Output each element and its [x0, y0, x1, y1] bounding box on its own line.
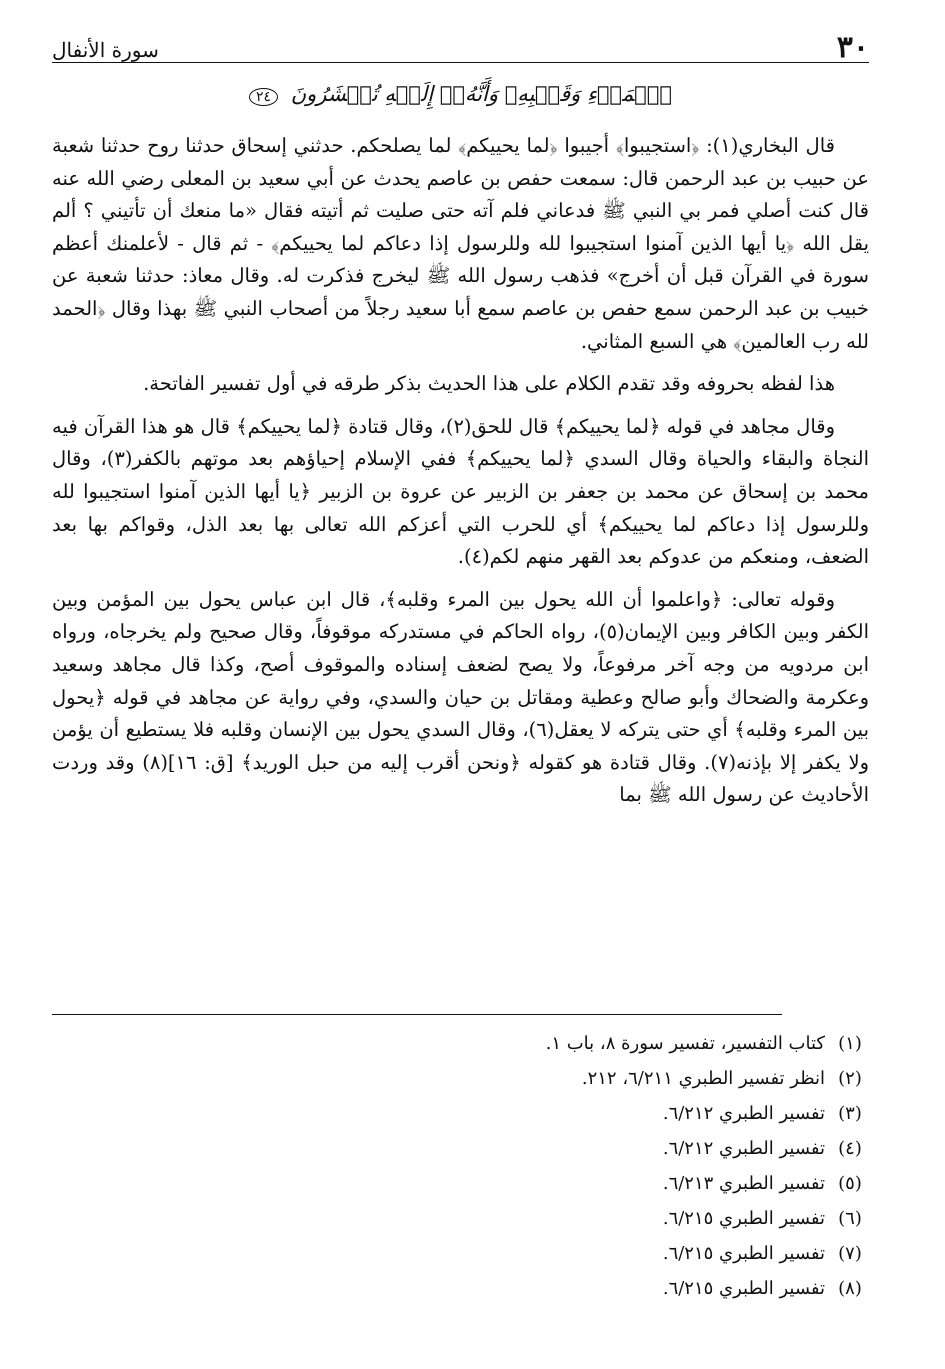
footnote-text: تفسير الطبري ٦/٢١٥.: [662, 1278, 825, 1299]
footnote-number: (٢): [838, 1068, 862, 1089]
footnote-text: تفسير الطبري ٦/٢١٥.: [662, 1208, 825, 1229]
footnote-number: (٧): [838, 1243, 862, 1264]
header-divider: [52, 62, 869, 63]
footnote-item: [52, 1271, 875, 1306]
footnotes: [52, 1026, 875, 1306]
footnote-item: [52, 1201, 875, 1236]
footnote-item: [52, 1061, 875, 1096]
page-header: [52, 30, 869, 74]
footnote-divider: [52, 1014, 782, 1015]
footnote-text: تفسير الطبري ٦/٢١٥.: [662, 1243, 825, 1264]
footnote-number: (٣): [838, 1103, 862, 1124]
footnote-number: (٤): [838, 1138, 862, 1159]
paragraph-verse-commentary: وقوله تعالى: ﴿واعلموا أن الله يحول بين المرء وقلبه﴾، قال ابن عباس يحول بين المؤمن وبين الكفر وبين الكافر وبين الإيمان(٥)، رواه الحاكم في مستدركه موقوفاً، وقال صحيح ولم يخرجاه، ورواه ابن مردويه من وجه آخر مرفوعاً، ولا يصح لضعف إسناده والموقوف أصح، وكذا قال مجاهد وسعيد وعكرمة والضحاك وأبو صالح وعطية ومقاتل بن حيان والسدي، وفي رواية عن مجاهد في قوله ﴿يحول بين المرء وقلبه﴾ أي حتى يتركه لا يعقل(٦)، وقال السدي يحول بين الإنسان وقلبه فلا يستطيع أن يؤمن ولا يكفر إلا بإذنه(٧). وقال قتادة هو كقوله ﴿ونحن أقرب إليه من حبل الوريد﴾ [ق: ١٦](٨) وقد وردت الأحاديث عن رسول الله ﷺ بما: [52, 587, 869, 807]
footnote-number: (١): [838, 1033, 862, 1054]
footnote-number: (٨): [838, 1278, 862, 1299]
footnote-text: تفسير الطبري ٦/٢١٢.: [662, 1103, 825, 1124]
footnote-item: [52, 1166, 875, 1201]
footnote-item: [52, 1096, 875, 1131]
verse-text: ٱلۡمَرۡءِ وَقَلۡبِهِۦ وَأَنَّهُۥٓ إِلَيۡهِ تُحۡشَرُونَ: [290, 82, 672, 106]
ayah-number-marker: ٢٤: [249, 88, 278, 106]
running-title: سورة الأنفال: [52, 38, 159, 62]
footnote-text: تفسير الطبري ٦/٢١٢.: [662, 1138, 825, 1159]
footnote-text: انظر تفسير الطبري ٦/٢١١، ٢١٢.: [581, 1068, 825, 1089]
paragraph-mujahid: وقال مجاهد في قوله ﴿لما يحييكم﴾ قال للحق(٢)، وقال قتادة ﴿لما يحييكم﴾ قال هو هذا القرآن فيه النجاة والبقاء والحياة وقال السدي ﴿لما يحييكم﴾ ففي الإسلام إحياؤهم بعد موتهم بالكفر(٣)، وقال محمد بن إسحاق عن محمد بن جعفر بن الزبير عن عروة بن الزبير ﴿يا أيها الذين آمنوا استجيبوا لله وللرسول إذا دعاكم لما يحييكم﴾ أي للحرب التي أعزكم الله تعالى بها بعد الذل، وقواكم بها بعد الضعف، ومنعكم من عدوكم بعد القهر منهم لكم(٤).: [52, 414, 870, 569]
quran-verse-line: [52, 82, 869, 106]
footnote-item: [52, 1236, 875, 1271]
footnote-number: (٥): [838, 1173, 862, 1194]
footnote-number: (٦): [838, 1208, 862, 1229]
footnote-item: [52, 1026, 875, 1061]
page-number: ٣٠: [836, 30, 869, 65]
footnote-item: [52, 1131, 875, 1166]
footnote-text: كتاب التفسير، تفسير سورة ٨، باب ١.: [545, 1033, 825, 1054]
main-text: [52, 130, 869, 822]
footnote-text: تفسير الطبري ٦/٢١٣.: [662, 1173, 825, 1194]
paragraph-bukhari: قال البخاري(١): ﴿استجيبوا﴾ أجيبوا ﴿لما يحييكم﴾ لما يصلحكم. حدثني إسحاق حدثنا روح حدثنا شعبة عن حبيب بن عبد الرحمن قال: سمعت حفص بن عاصم يحدث عن أبي سعيد بن المعلى رضي الله عنه قال كنت أصلي فمر بي النبي ﷺ فدعاني فلم آته حتى صليت ثم أتيته فقال «ما منعك أن تأتيني ؟ ألم يقل الله ﴿يا أيها الذين آمنوا استجيبوا لله وللرسول إذا دعاكم لما يحييكم﴾ - ثم قال - لأعلمنك أعظم سورة في القرآن قبل أن أخرج» فذهب رسول الله ﷺ ليخرج فذكرت له. وقال معاذ: حدثنا شعبة عن خبيب بن عبد الرحمن سمع حفص بن عاصم سمع أبا سعيد رجلاً من أصحاب النبي ﷺ بهذا وقال ﴿الحمد لله رب العالمين﴾ هي السبع المثاني.: [52, 134, 869, 353]
paragraph-note: هذا لفظه بحروفه وقد تقدم الكلام على هذا الحديث بذكر طرقه في أول تفسير الفاتحة.: [143, 372, 835, 396]
